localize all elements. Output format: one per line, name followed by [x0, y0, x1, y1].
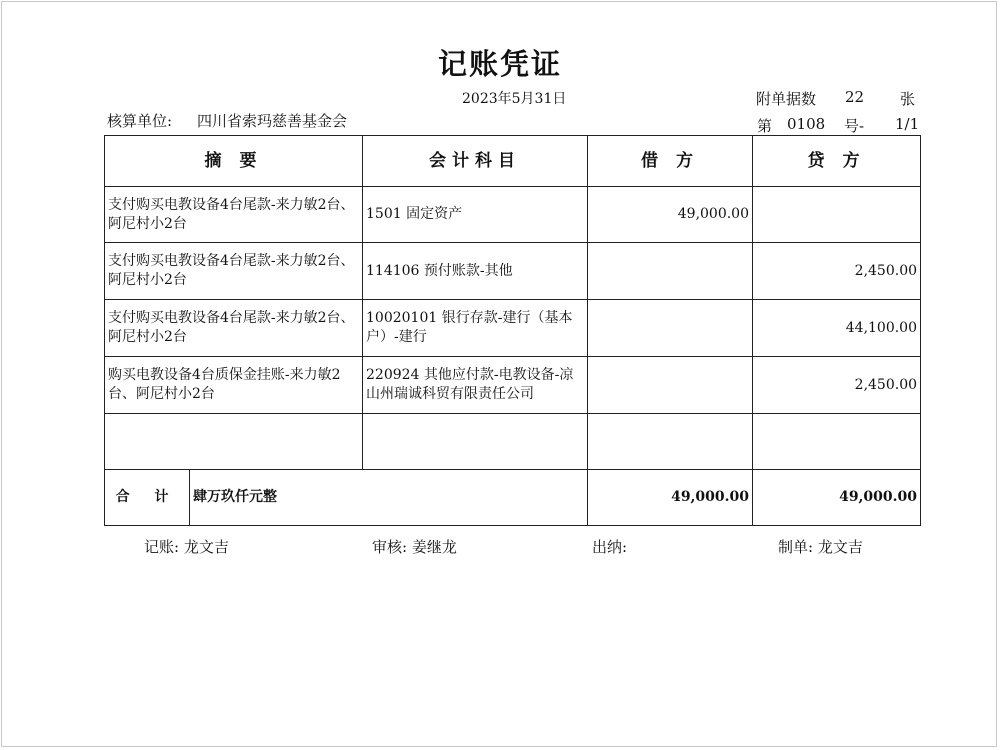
voucher-no-suffix: 号- [844, 117, 865, 135]
header-debit: 借 方 [588, 136, 753, 187]
attachments-label: 附单据数 [756, 90, 817, 108]
row-account [363, 414, 588, 470]
voucher-title: 记账凭证 [437, 47, 562, 81]
table-row [105, 187, 921, 243]
row-summary: 支付购买电教设备4台尾款-来力敏2台、阿尼村小2台 [105, 243, 363, 300]
signature-reviewer: 审核: 姜继龙 [372, 538, 457, 556]
voucher-table [104, 135, 921, 526]
row-account: 1501 固定资产 [363, 187, 588, 243]
row-account: 114106 预付账款-其他 [363, 243, 588, 300]
voucher-no-prefix: 第 [757, 117, 773, 135]
row-debit [588, 357, 753, 414]
row-debit [588, 414, 753, 470]
signature-bookkeeper: 记账: 龙文吉 [144, 538, 229, 556]
row-account: 10020101 银行存款-建行（基本户）-建行 [363, 300, 588, 357]
table-row [105, 300, 921, 357]
signature-preparer: 制单: 龙文吉 [778, 538, 863, 556]
table-row [105, 243, 921, 300]
voucher-no-number: 0108 [787, 115, 826, 133]
unit-value: 四川省索玛慈善基金会 [197, 112, 348, 130]
row-account: 220924 其他应付款-电教设备-凉山州瑞诚科贸有限责任公司 [363, 357, 588, 414]
table-row [105, 357, 921, 414]
row-summary: 支付购买电教设备4台尾款-来力敏2台、阿尼村小2台 [105, 187, 363, 243]
row-credit: 2,450.00 [753, 243, 921, 300]
unit-label: 核算单位: [107, 112, 173, 130]
attachments-count: 22 [845, 88, 865, 106]
total-label: 合 计 [105, 470, 190, 526]
signature-cashier: 出纳: [592, 538, 628, 556]
header-account: 会计科目 [363, 136, 588, 187]
attachments-unit: 张 [900, 90, 916, 108]
total-amount-in-words: 肆万玖仟元整 [190, 470, 588, 526]
total-debit: 49,000.00 [588, 470, 753, 526]
table-header-row [105, 136, 921, 187]
row-credit: 44,100.00 [753, 300, 921, 357]
row-debit: 49,000.00 [588, 187, 753, 243]
row-summary: 购买电教设备4台质保金挂账-来力敏2台、阿尼村小2台 [105, 357, 363, 414]
header-credit: 贷 方 [753, 136, 921, 187]
table-row-empty [105, 414, 921, 470]
row-summary: 支付购买电教设备4台尾款-来力敏2台、阿尼村小2台 [105, 300, 363, 357]
header-summary: 摘 要 [105, 136, 363, 187]
row-summary [105, 414, 363, 470]
voucher-page: 1/1 [895, 115, 920, 133]
row-credit [753, 414, 921, 470]
row-debit [588, 243, 753, 300]
row-credit: 2,450.00 [753, 357, 921, 414]
row-credit [753, 187, 921, 243]
total-credit: 49,000.00 [753, 470, 921, 526]
voucher-date: 2023年5月31日 [462, 91, 567, 107]
row-debit [588, 300, 753, 357]
total-row [105, 470, 921, 526]
